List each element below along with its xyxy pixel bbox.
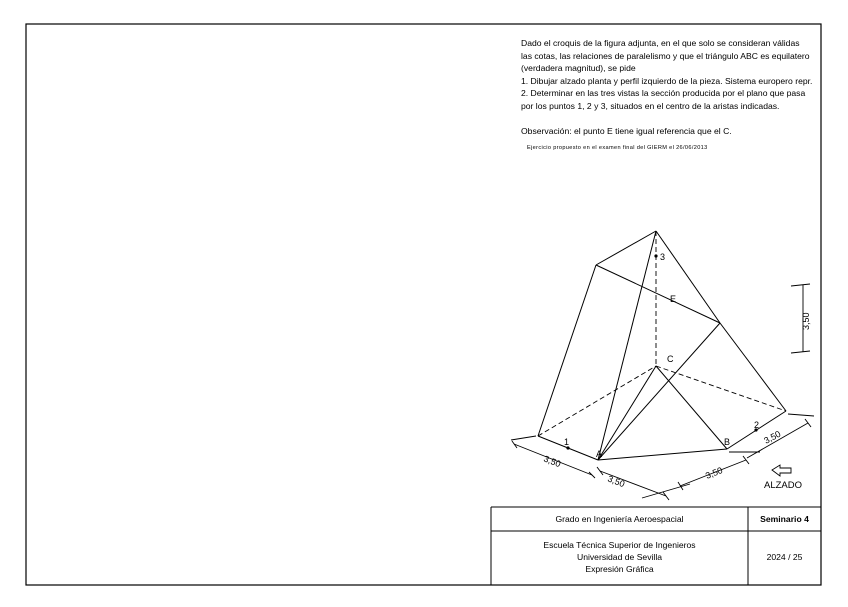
label-point-e: E xyxy=(670,294,677,304)
statement-line: 1. Dibujar alzado planta y perfil izquierdo de la pieza. Sistema europero repr. xyxy=(521,75,813,86)
label-point-2: 2 xyxy=(754,420,760,430)
label-point-1: 1 xyxy=(564,437,570,447)
visible-edges xyxy=(538,231,786,460)
statement-line: (verdadera magnitud), se pide xyxy=(521,63,636,74)
statement-line: por los puntos 1, 2 y 3, situados en el centro de la aristas indicadas. xyxy=(521,100,780,111)
point-3-marker xyxy=(654,254,657,257)
label-point-c: C xyxy=(667,354,674,364)
title-subject: Expresión Gráfica xyxy=(585,564,654,574)
statement-line: Dado el croquis de la figura adjunta, en el que solo se consideran válidas xyxy=(521,38,800,48)
dim-height: 3,50 xyxy=(801,312,811,330)
exam-credit: Ejercicio propuesto en el examen final del GIERM el 26/06/2013 xyxy=(527,145,708,151)
statement-line: 2. Determinar en las tres vistas la sección producida por el plano que pasa xyxy=(521,88,806,99)
dim-right-side: 3,50 xyxy=(762,428,783,446)
problem-statement xyxy=(521,37,821,137)
title-degree: Grado en Ingeniería Aeroespacial xyxy=(555,514,684,524)
title-school: Escuela Técnica Superior de Ingenieros xyxy=(543,540,696,550)
alzado-arrow-icon xyxy=(772,465,791,476)
title-seminar: Seminario 4 xyxy=(760,514,809,524)
section-point-markers xyxy=(566,254,760,449)
title-university: Universidad de Sevilla xyxy=(576,552,663,562)
statement-line: las cotas, las relaciones de paralelismo y que el triángulo ABC es equilatero xyxy=(521,50,810,61)
label-point-b: B xyxy=(724,437,731,447)
dim-bottom-left: 3,50 xyxy=(542,453,563,470)
title-year: 2024 / 25 xyxy=(766,552,803,562)
dim-bottom-mid: 3,50 xyxy=(606,473,627,490)
label-point-3: 3 xyxy=(660,252,666,262)
statement-observation: Observación: el punto E tiene igual referencia que el C. xyxy=(521,125,732,136)
view-label-alzado: ALZADO xyxy=(764,480,803,491)
label-point-a: A xyxy=(596,449,603,459)
dim-bottom-right: 3,50 xyxy=(704,465,725,481)
